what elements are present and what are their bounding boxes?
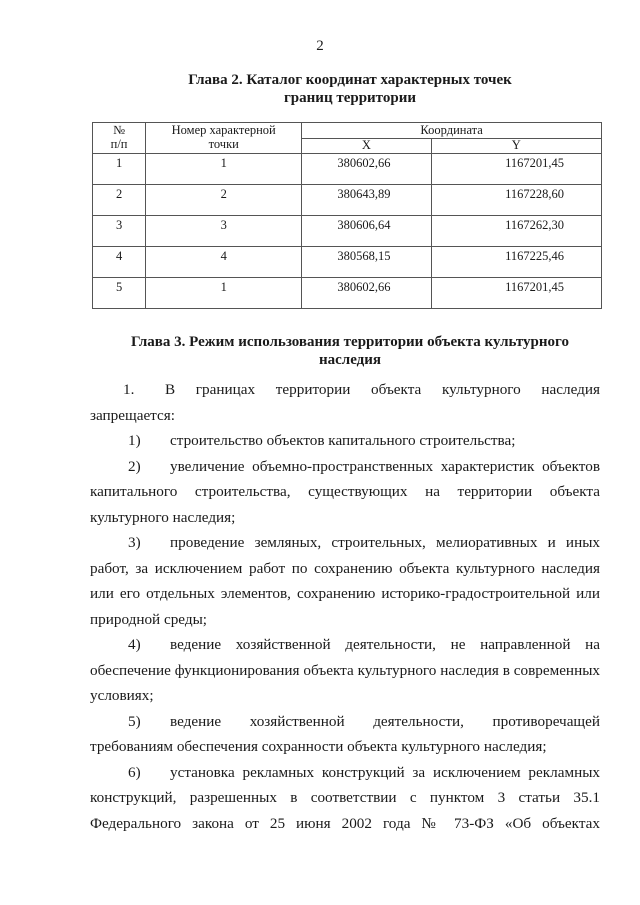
- paragraph-1-line2: запрещается:: [90, 406, 175, 424]
- header-coordinate: Координата: [302, 123, 602, 139]
- cell-point: 3: [146, 216, 302, 247]
- item-4-text: ведение хозяйственной деятельности, не направленной на: [170, 636, 600, 653]
- cell-y: 1167225,46: [431, 247, 601, 278]
- chapter-2-title: [90, 71, 610, 107]
- cell-number: 2: [93, 185, 146, 216]
- item-2-line1: [90, 454, 600, 480]
- item-4-line2: обеспечение функционирования объекта культурного наследия в современных: [90, 661, 600, 679]
- cell-point: 1: [146, 154, 302, 185]
- cell-x: 380602,66: [302, 278, 431, 309]
- header-point-line1: Номер характерной: [171, 123, 276, 137]
- table-row: [93, 278, 602, 309]
- header-number-line1: №: [113, 123, 126, 137]
- item-3-text: проведение земляных, строительных, мелиоративных и иных: [170, 534, 600, 551]
- chapter-3-title-line1: Глава 3. Режим использования территории объекта культурного: [131, 334, 569, 350]
- cell-number: 1: [93, 154, 146, 185]
- table-row: [93, 154, 602, 185]
- item-3-line3: или его отдельных элементов, сохранению историко-градостроительной или: [90, 585, 600, 602]
- header-y: Y: [431, 139, 601, 154]
- item-5-line2: требованиям обеспечения сохранности объекта культурного наследия;: [90, 738, 547, 755]
- item-4-line1: [90, 632, 600, 658]
- chapter-3-title: [90, 333, 610, 369]
- cell-x: 380643,89: [302, 185, 431, 216]
- item-3-line1: [90, 530, 600, 556]
- cell-number: 4: [93, 247, 146, 278]
- table-row: [93, 247, 602, 278]
- item-5-text: ведение хозяйственной деятельности, противоречащей: [170, 712, 600, 730]
- item-4-line3: условиях;: [90, 687, 154, 704]
- paragraph-1-line1: [90, 377, 600, 403]
- cell-x: 380602,66: [302, 154, 431, 185]
- item-3-number: 3): [128, 534, 141, 551]
- cell-y: 1167201,45: [431, 154, 601, 185]
- header-number-line2: п/п: [110, 137, 128, 151]
- chapter-2-title-line1: Глава 2. Каталог координат характерных точек: [188, 72, 512, 88]
- item-3-line4: природной среды;: [90, 610, 207, 628]
- table-row: [93, 216, 602, 247]
- item-3-line2: работ, за исключением работ по сохранению объекта культурного наследия: [90, 559, 600, 577]
- paragraph-1-text: В границах территории объекта культурного наследия: [165, 381, 600, 398]
- table-row: [93, 185, 602, 216]
- item-6-line1: [90, 760, 600, 786]
- item-2-line3: культурного наследия;: [90, 508, 236, 526]
- item-4-number: 4): [128, 636, 141, 653]
- header-point-line2: точки: [208, 137, 239, 151]
- paragraph-1-number: 1.: [123, 381, 135, 398]
- cell-y: 1167201,45: [431, 278, 601, 309]
- item-6-number: 6): [128, 763, 141, 781]
- page-number: 2: [316, 38, 324, 54]
- chapter-3-body: [90, 377, 600, 836]
- cell-point: 2: [146, 185, 302, 216]
- cell-number: 5: [93, 278, 146, 309]
- coordinates-table: [92, 122, 602, 309]
- item-1-line1: [90, 428, 600, 454]
- item-5-line1: [90, 709, 600, 735]
- item-2-text: увеличение объемно-пространственных характеристик объектов: [170, 457, 600, 475]
- header-number: [93, 123, 146, 154]
- item-1-text: строительство объектов капитального строительства;: [170, 432, 516, 449]
- table-header-row: [93, 123, 602, 139]
- cell-point: 1: [146, 278, 302, 309]
- item-2-number: 2): [128, 457, 141, 475]
- cell-number: 3: [93, 216, 146, 247]
- item-6-line2: конструкций, разрешенных в соответствии с пунктом 3 статьи 35.1: [90, 789, 600, 806]
- cell-y: 1167262,30: [431, 216, 601, 247]
- header-point: [146, 123, 302, 154]
- item-6-text: установка рекламных конструкций за исключением рекламных: [170, 763, 600, 781]
- item-6-line3: Федерального закона от 25 июня 2002 года № 73-ФЗ «Об объектах: [90, 814, 600, 832]
- item-2-line2: капитального строительства, существующих на территории объекта: [90, 483, 600, 500]
- item-1-number: 1): [128, 432, 141, 449]
- cell-point: 4: [146, 247, 302, 278]
- chapter-2-title-line2: границ территории: [284, 90, 416, 106]
- header-x: X: [302, 139, 431, 154]
- cell-y: 1167228,60: [431, 185, 601, 216]
- cell-x: 380568,15: [302, 247, 431, 278]
- cell-x: 380606,64: [302, 216, 431, 247]
- chapter-3-title-line2: наследия: [318, 352, 382, 368]
- item-5-number: 5): [128, 712, 141, 730]
